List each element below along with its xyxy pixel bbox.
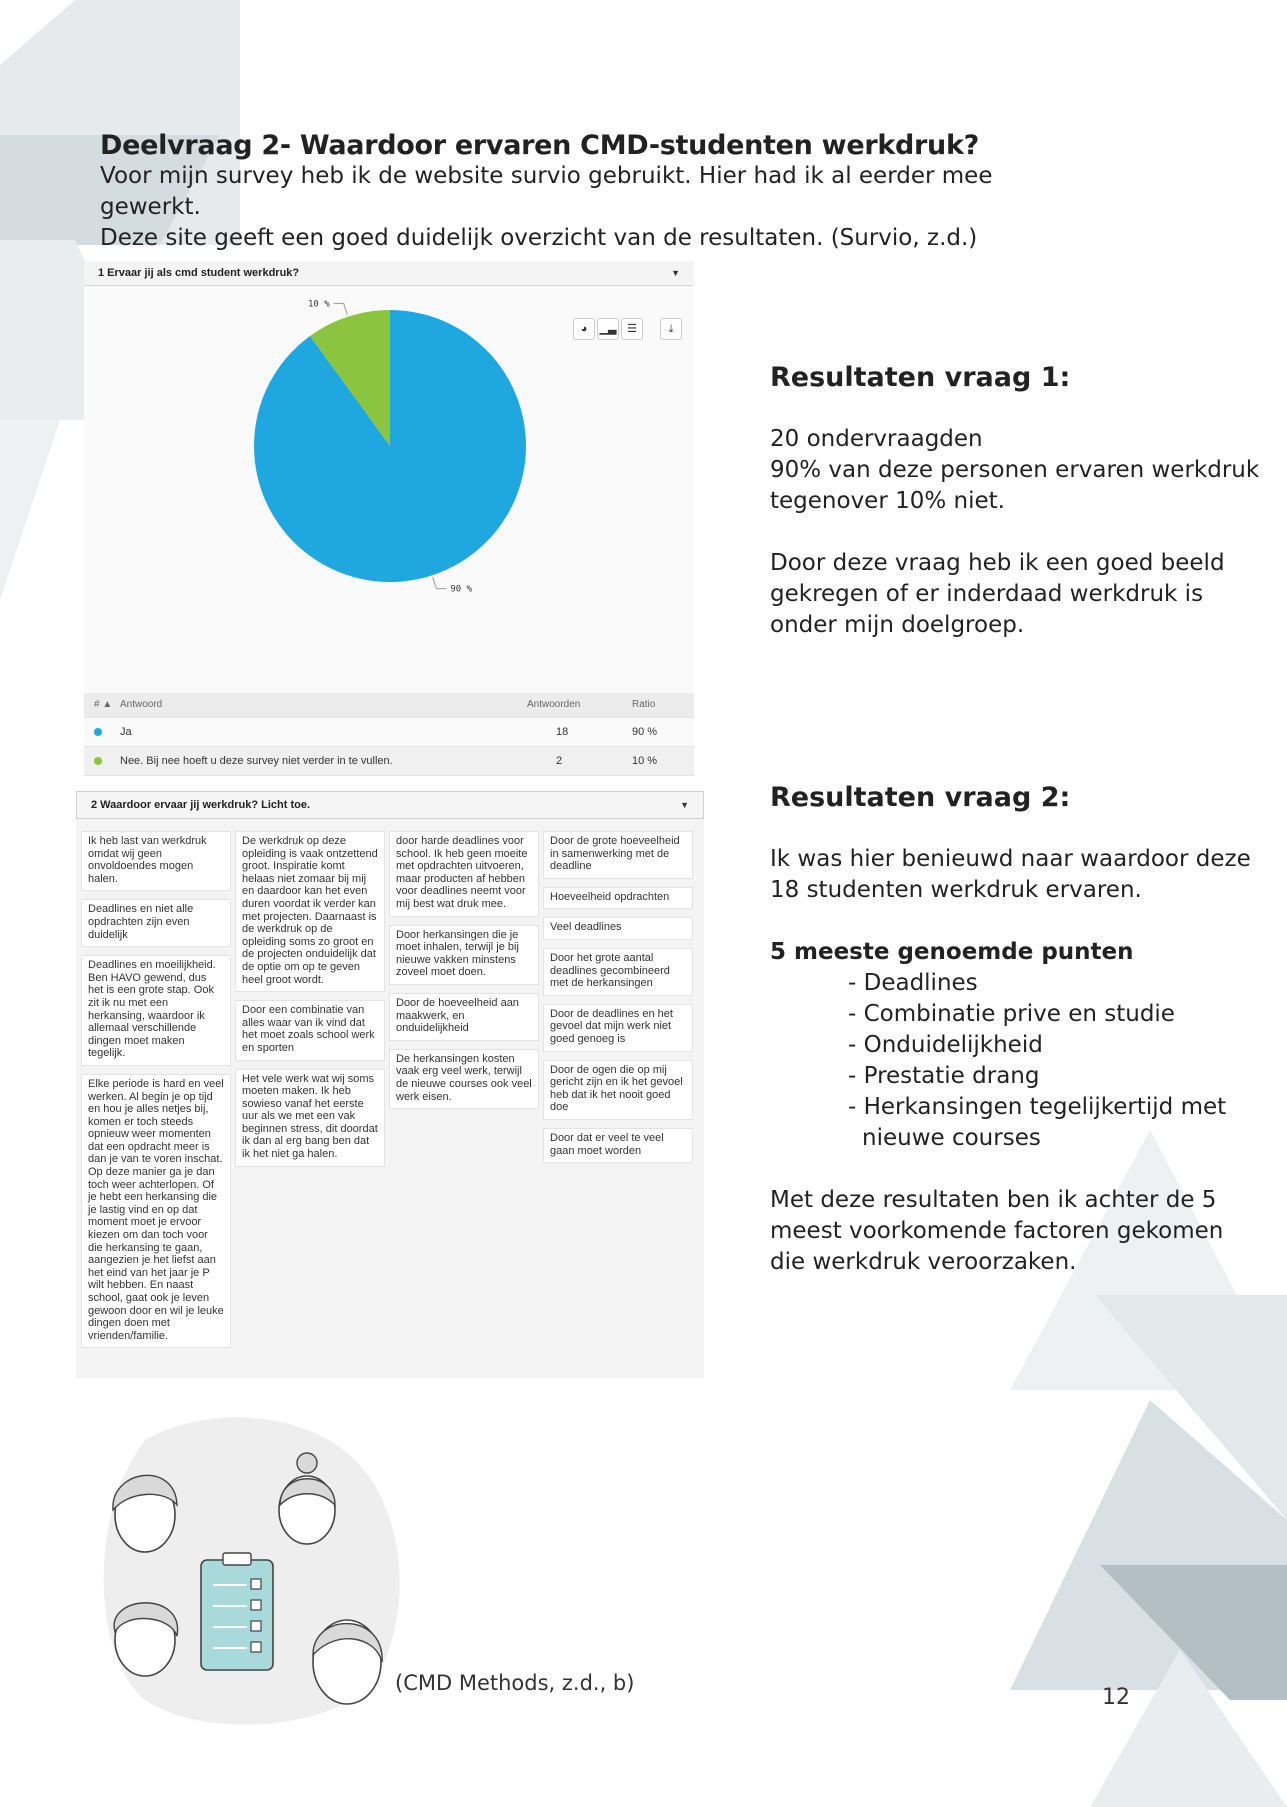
answer-card: Door de grote hoeveelheid in samenwerking met de deadline: [543, 831, 693, 879]
answer-ratio: 90 %: [632, 726, 658, 738]
top5-heading: 5 meeste genoemde punten: [770, 939, 1134, 965]
survey-question-2-widget: [76, 791, 704, 1378]
table-row: [84, 747, 694, 776]
chevron-down-icon[interactable]: ▼: [671, 268, 680, 278]
results-2-line: 18 studenten werkdruk ervaren.: [770, 877, 1142, 903]
page-number: 12: [1102, 1685, 1130, 1710]
chevron-down-icon[interactable]: ▼: [680, 800, 689, 810]
top5-list: [770, 968, 1270, 1154]
results-question-2: [770, 782, 1270, 1278]
table-icon[interactable]: ☰: [621, 318, 643, 340]
col-number-header[interactable]: # ▲: [94, 699, 113, 710]
list-item: - Onduidelijkheid: [848, 1032, 1043, 1058]
list-item: - Herkansingen tegelijkertijd met nieuwe courses: [848, 1094, 1227, 1151]
results-1-line: 20 ondervraagden: [770, 426, 983, 452]
intro-line-2: Deze site geeft een goed duidelijk overzicht van de resultaten. (Survio, z.d.): [100, 225, 978, 251]
pie-chart-icon[interactable]: ◕: [573, 318, 595, 340]
table-row: [84, 718, 694, 747]
results-2-heading: Resultaten vraag 2:: [770, 782, 1071, 813]
results-1-line: Door deze vraag heb ik een goed beeld: [770, 550, 1225, 576]
list-item: - Prestatie drang: [848, 1063, 1040, 1089]
answer-card: Door de ogen die op mij gericht zijn en ik het gevoel heb dat ik het nooit goed doe: [543, 1060, 693, 1120]
answer-card: Door herkansingen die je moet inhalen, terwijl je bij nieuwe vakken minstens zoveel moet doen.: [389, 925, 539, 985]
answer-card: Elke periode is hard en veel werken. Al begin je op tijd en hou je alles netjes bij, komen er toch steeds opnieuw weer momenten dat een opdracht meer is dan je van te voren inschat. Op deze manier ga je dan toch weer achterlopen. Of je hebt een herkansing die je lastig vind en op dat moment moet je ervoor kiezen om dan toch voor die herkansing te gaan, aangezien je het liefst aan het eind van het jaar je P wilt hebben. En naast school, gaat ook je leven gewoon door en wil je leuke dingen doen met vrienden/familie.: [81, 1074, 231, 1348]
answers-table: [84, 693, 694, 776]
answer-card: Door dat er veel te veel gaan moet worden: [543, 1128, 693, 1163]
legend-dot-nee: [94, 757, 102, 765]
section-heading: [100, 130, 1100, 254]
answers-column-2: [235, 831, 385, 1175]
answer-card: De werkdruk op deze opleiding is vaak ontzettend groot. Inspiratie komt helaas niet zomaar bij mij en daardoor kan het even duren voordat ik verder kan met projecten. Daarnaast is de werkdruk op de opleiding soms zo groot en de projecten onduidelijk dat de optie om op te geven heel groot wordt.: [235, 831, 385, 992]
answer-card: Ik heb last van werkdruk omdat wij geen onvoldoendes mogen halen.: [81, 831, 231, 891]
conclusion-line: die werkdruk veroorzaken.: [770, 1249, 1077, 1275]
answer-ratio: 10 %: [632, 755, 658, 767]
table-header: [84, 693, 694, 718]
answer-card: Door de deadlines en het gevoel dat mijn werk niet goed genoeg is: [543, 1004, 693, 1052]
answers-column-4: [543, 831, 693, 1171]
results-2-line: Ik was hier benieuwd naar waardoor deze: [770, 846, 1251, 872]
results-1-line: 90% van deze personen ervaren werkdruk: [770, 457, 1260, 483]
results-1-heading: Resultaten vraag 1:: [770, 362, 1071, 393]
answer-card: Deadlines en moeilijkheid. Ben HAVO gewend, dus het is een grote stap. Ook zit ik nu met een herkansing, waardoor ik allemaal verschillende dingen moet maken tegelijk.: [81, 955, 231, 1066]
answer-card: Deadlines en niet alle opdrachten zijn even duidelijk: [81, 899, 231, 947]
answer-card: De herkansingen kosten vaak erg veel werk, terwijl de nieuwe courses ook veel werk eisen.: [389, 1049, 539, 1109]
image-citation: (CMD Methods, z.d., b): [395, 1671, 635, 1695]
answer-label: Ja: [120, 726, 132, 738]
conclusion-line: Met deze resultaten ben ik achter de 5: [770, 1187, 1217, 1213]
answer-card: Door de hoeveelheid aan maakwerk, en onduidelijkheid: [389, 993, 539, 1041]
answers-column-1: [81, 831, 231, 1356]
intro-line-1: Voor mijn survey heb ik de website survio gebruikt. Hier had ik al eerder mee gewerkt.: [100, 163, 993, 220]
col-ratio-header[interactable]: Ratio: [632, 699, 656, 710]
col-answer-header[interactable]: Antwoord: [120, 699, 163, 710]
results-1-line: gekregen of er inderdaad werkdruk is: [770, 581, 1204, 607]
survey-question-1-header[interactable]: [84, 261, 694, 286]
survey-question-2-header[interactable]: [76, 791, 704, 819]
pie-data-label: 90 %: [450, 584, 473, 595]
answer-count: 18: [556, 726, 569, 738]
list-item: - Combinatie prive en studie: [848, 1001, 1175, 1027]
chart-area: [84, 286, 694, 696]
bar-chart-icon[interactable]: ▁▃: [597, 318, 619, 340]
answer-card: Hoeveelheid opdrachten: [543, 887, 693, 910]
answer-card: door harde deadlines voor school. Ik heb geen moeite met opdrachten uitvoeren, maar producten af hebben voor deadlines neemt voor mij best wat druk mee.: [389, 831, 539, 917]
students-illustration: [85, 1400, 415, 1740]
answer-card: Door een combinatie van alles waar van ik vind dat het moet zoals school werk en sporten: [235, 1000, 385, 1060]
answers-column-3: [389, 831, 539, 1117]
results-1-line: onder mijn doelgroep.: [770, 612, 1025, 638]
results-1-line: tegenover 10% niet.: [770, 488, 1005, 514]
legend-dot-ja: [94, 728, 102, 736]
pie-leader-line: [334, 303, 348, 314]
list-item: - Deadlines: [848, 970, 978, 996]
survey-question-1-title: 1 Ervaar jij als cmd student werkdruk?: [98, 267, 300, 279]
answer-label: Nee. Bij nee hoeft u deze survey niet verder in te vullen.: [120, 755, 393, 767]
survey-question-1-widget: [84, 261, 694, 773]
conclusion-line: meest voorkomende factoren gekomen: [770, 1218, 1224, 1244]
col-count-header[interactable]: Antwoorden: [527, 699, 581, 710]
download-icon[interactable]: ⤓: [660, 318, 682, 340]
answer-card: Veel deadlines: [543, 917, 693, 940]
survey-question-2-title: 2 Waardoor ervaar jij werkdruk? Licht toe.: [91, 799, 311, 811]
pie-data-label: 10 %: [307, 299, 330, 310]
answer-card: Het vele werk wat wij soms moeten maken. Ik heb sowieso vanaf het eerste uur als we met een vak beginnen stress, dit doordat ik dan al erg bang ben dat ik het niet ga halen.: [235, 1069, 385, 1167]
answer-count: 2: [556, 755, 563, 767]
results-question-1: [770, 362, 1270, 641]
page-title: Deelvraag 2- Waardoor ervaren CMD-studenten werkdruk?: [100, 130, 979, 161]
answer-card: Door het grote aantal deadlines gecombineerd met de herkansingen: [543, 948, 693, 996]
pie-leader-line: [433, 577, 447, 588]
pie-chart: [84, 286, 694, 696]
